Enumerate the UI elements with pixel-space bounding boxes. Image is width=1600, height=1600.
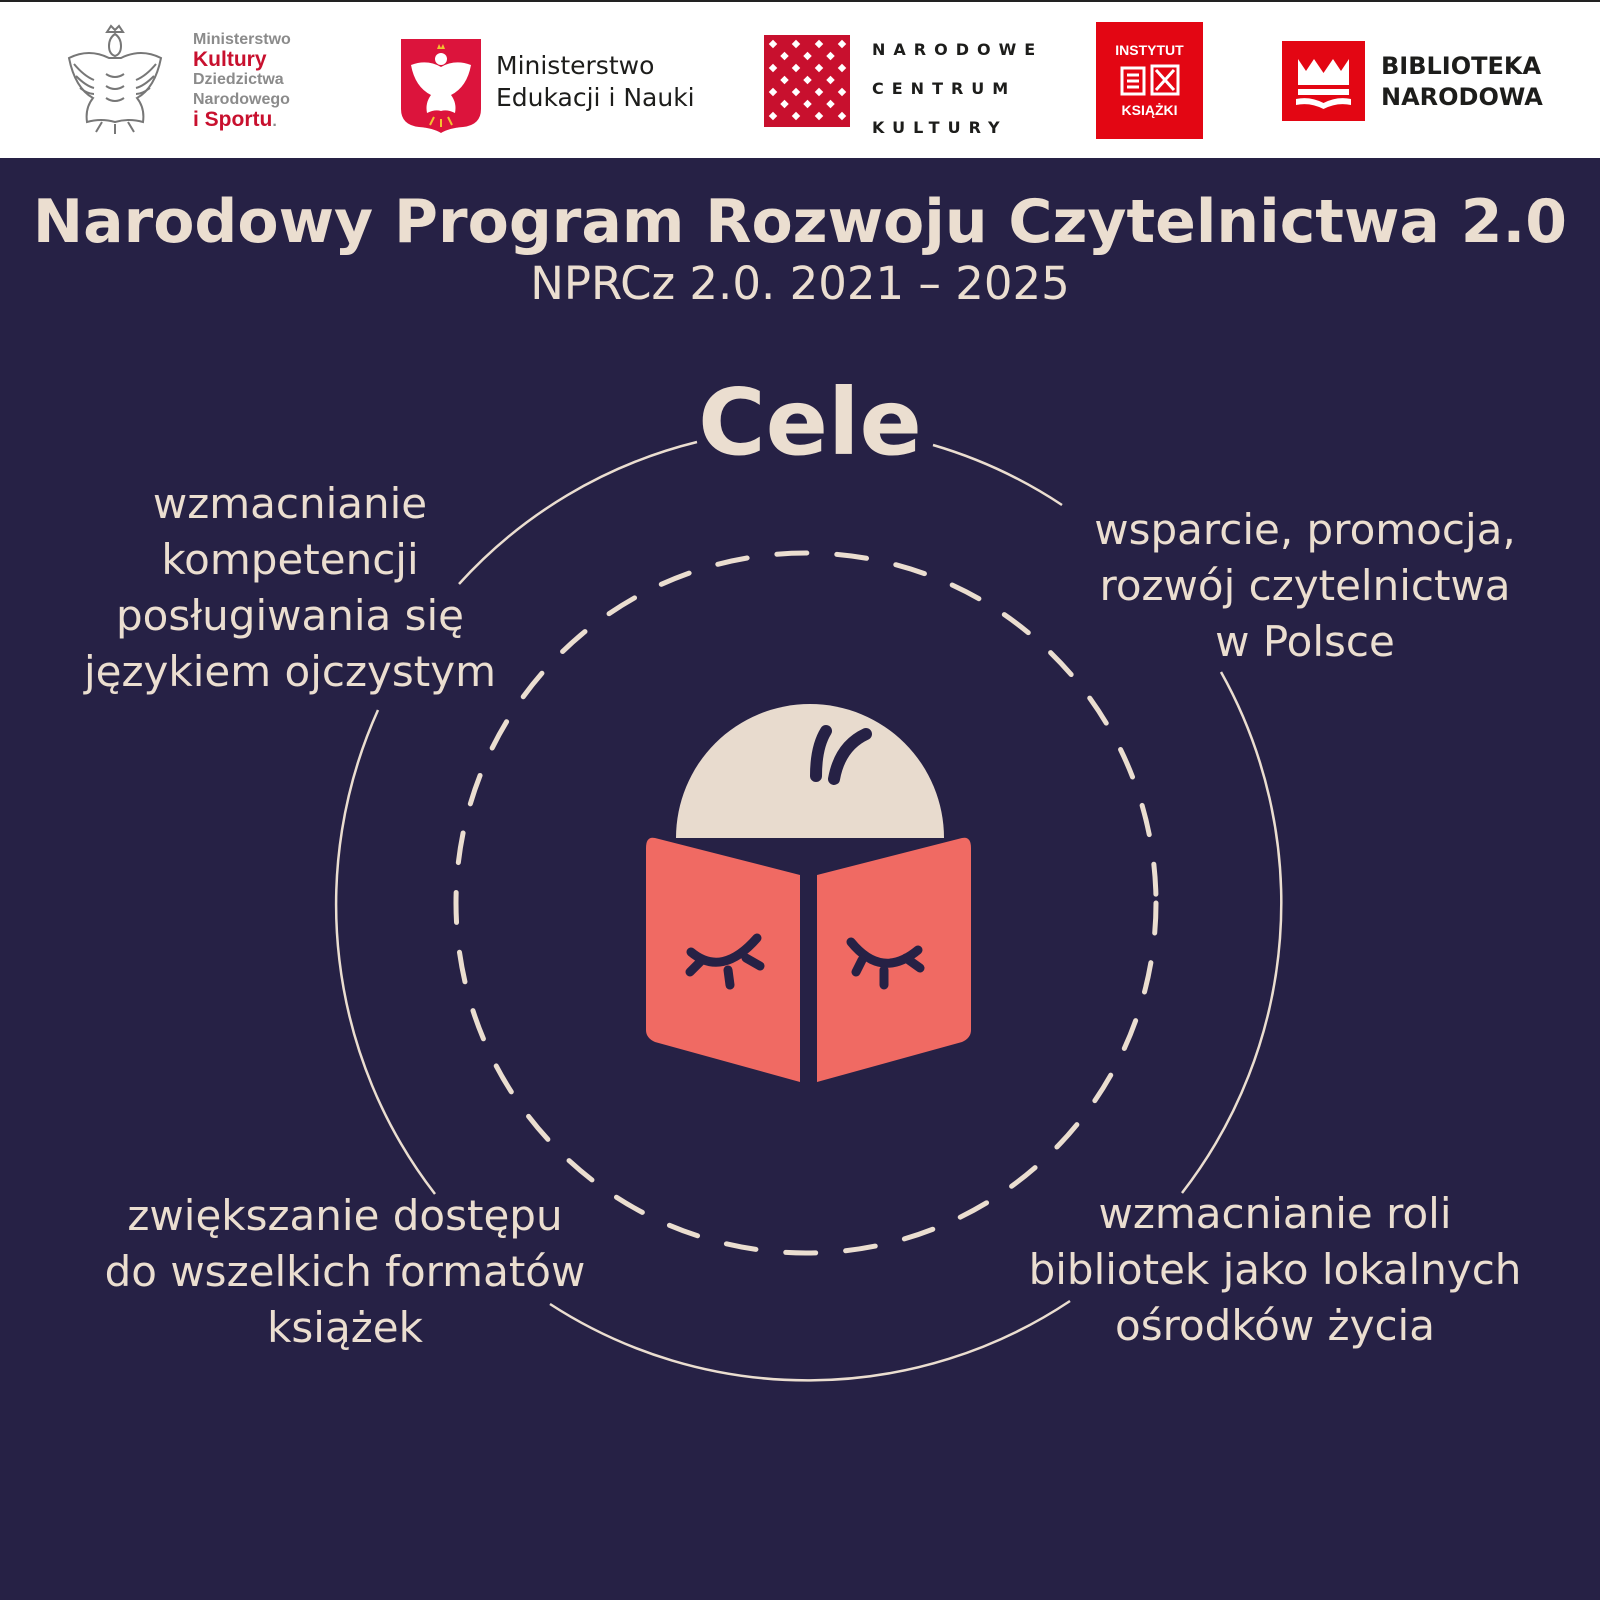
goal-top-left-line-2: kompetencji <box>161 535 419 584</box>
goal-bottom-right-line-1: wzmacnianie roli <box>1098 1189 1452 1238</box>
goal-top-left-line-4: językiem ojczystym <box>84 647 496 696</box>
nck-line-3: KULTURY <box>872 118 1008 137</box>
page-subtitle: NPRCz 2.0. 2021 – 2025 <box>530 257 1070 310</box>
goal-top-left-line-1: wzmacnianie <box>152 479 428 528</box>
goal-top-right <box>1055 502 1555 670</box>
ik-line-2: KSIĄŻKI <box>1121 102 1178 118</box>
nck-line-1: NARODOWE <box>872 40 1044 59</box>
goal-bottom-right-line-3: ośrodków życia <box>1115 1301 1435 1350</box>
mkdn-line-1: Ministerstwo <box>193 31 291 48</box>
nck-line-2: CENTRUM <box>872 79 1017 98</box>
goal-top-left-line-3: posługiwania się <box>116 591 464 640</box>
goal-bottom-right-line-2: bibliotek jako lokalnych <box>1028 1245 1522 1294</box>
goal-bottom-left-line-3: książek <box>267 1303 423 1352</box>
mkdn-line-4: Narodowego <box>193 91 290 108</box>
ik-line-1: INSTYTUT <box>1115 42 1184 58</box>
goal-bottom-left-line-2: do wszelkich formatów <box>104 1247 586 1296</box>
mkdn-line-5: i Sportu. <box>193 108 277 131</box>
mkdn-line-3: Dziedzictwa <box>193 71 284 88</box>
page-title: Narodowy Program Rozwoju Czytelnictwa 2.0 <box>32 187 1568 257</box>
goal-bottom-left-line-1: zwiększanie dostępu <box>127 1191 563 1240</box>
goal-top-left <box>40 476 540 700</box>
mein-line-1: Ministerstwo <box>496 51 655 80</box>
goal-top-right-line-2: rozwój czytelnictwa <box>1099 561 1511 610</box>
reading-person-icon <box>646 704 971 1084</box>
goal-bottom-right <box>995 1186 1555 1354</box>
goal-top-right-line-3: w Polsce <box>1215 617 1395 666</box>
goal-bottom-left <box>70 1188 620 1356</box>
bn-line-2: NARODOWA <box>1381 83 1543 111</box>
goal-top-right-line-1: wsparcie, promocja, <box>1094 505 1516 554</box>
center-label: Cele <box>698 369 922 476</box>
bn-line-1: BIBLIOTEKA <box>1381 52 1542 80</box>
mkdn-line-2: Kultury <box>193 48 267 71</box>
mein-line-2: Edukacji i Nauki <box>496 83 695 112</box>
